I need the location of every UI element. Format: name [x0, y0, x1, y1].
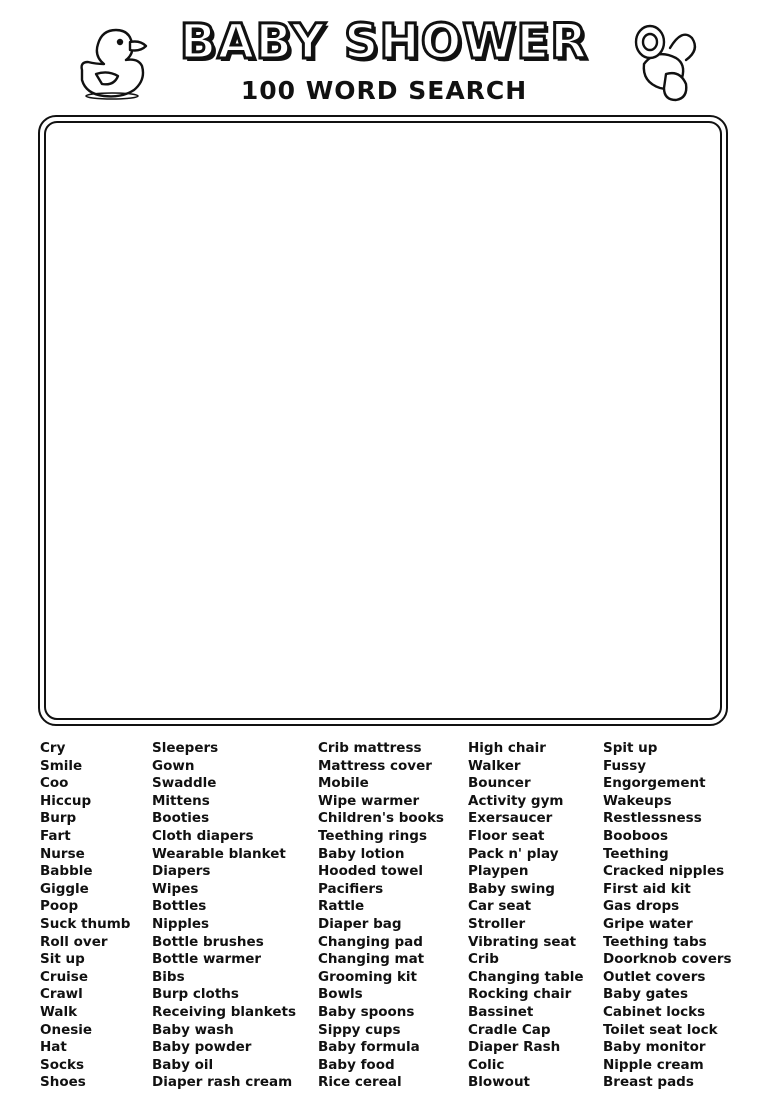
grid-row: [56, 492, 716, 509]
grid-row: [56, 596, 716, 613]
word-list-item: Receiving blankets: [152, 1003, 297, 1020]
word-list-item: Baby formula: [318, 1039, 420, 1056]
word-list-item: Grooming kit: [318, 968, 418, 985]
word-list-item: Mobile: [318, 775, 369, 792]
word-list-item: Smile: [40, 757, 83, 774]
word-list-item: Teething: [603, 845, 669, 862]
word-list-item: Sippy cups: [318, 1021, 401, 1038]
grid-row: [56, 335, 716, 352]
word-list-item: Bottle warmer: [152, 951, 262, 968]
grid-row: [56, 143, 716, 160]
grid-row: [56, 405, 716, 422]
grid-row: [56, 126, 716, 143]
header: [0, 0, 768, 112]
word-list-item: Sleepers: [152, 740, 219, 756]
word-list-item: Cracked nipples: [603, 863, 725, 880]
grid-row: [56, 178, 716, 195]
word-list-item: Changing table: [468, 968, 584, 985]
word-list-item: Walker: [468, 757, 521, 774]
word-list-item: Booties: [152, 810, 210, 827]
word-list-item: Booboos: [603, 827, 669, 844]
word-list-item: Bottles: [152, 898, 207, 915]
word-column-3: [318, 740, 444, 1092]
word-list-item: Bouncer: [468, 775, 531, 792]
grid-row: [56, 649, 716, 666]
word-list-item: Teething rings: [318, 827, 427, 844]
grid-row: [56, 300, 716, 317]
word-list-item: Bibs: [152, 968, 185, 985]
grid-row: [56, 352, 716, 369]
page-title: BABY SHOWER: [179, 14, 589, 70]
word-list-item: Activity gym: [468, 792, 564, 809]
grid-row: [56, 213, 716, 230]
word-list-item: Poop: [40, 898, 79, 915]
grid-row: [56, 283, 716, 300]
word-list-item: Giggle: [40, 880, 89, 897]
word-list-item: Shoes: [40, 1074, 86, 1091]
word-list-item: Toilet seat lock: [603, 1021, 718, 1038]
word-list-item: Socks: [40, 1056, 85, 1073]
grid-row: [56, 631, 716, 648]
word-list-item: Blowout: [468, 1074, 531, 1091]
word-column-2: [152, 740, 296, 1092]
grid-row: [56, 527, 716, 544]
word-list-item: Baby powder: [152, 1039, 252, 1056]
word-list-item: Baby lotion: [318, 845, 405, 862]
word-list-item: Wakeups: [603, 792, 672, 809]
grid-row: [56, 457, 716, 474]
grid-row: [56, 196, 716, 213]
word-list-item: Baby oil: [152, 1056, 214, 1073]
word-list-item: Roll over: [40, 933, 108, 950]
grid-row: [56, 579, 716, 596]
word-list-item: Sit up: [40, 951, 85, 968]
word-list-item: Coo: [40, 775, 69, 792]
word-list-item: Pack n' play: [468, 845, 559, 862]
word-list-item: High chair: [468, 740, 546, 756]
word-list-item: Outlet covers: [603, 968, 706, 985]
word-list-item: Exersaucer: [468, 810, 553, 827]
word-list-item: Suck thumb: [40, 915, 131, 932]
word-column-1: [40, 740, 130, 1092]
grid-row: [56, 318, 716, 335]
word-list-item: Diapers: [152, 863, 211, 880]
word-list-item: Restlessness: [603, 810, 702, 827]
word-list-item: Diaper rash cream: [152, 1074, 293, 1091]
grid-row: [56, 562, 716, 579]
word-list-item: Babble: [40, 863, 93, 880]
word-list-item: Vibrating seat: [468, 933, 577, 950]
word-list-item: Baby monitor: [603, 1039, 706, 1056]
grid-row: [56, 422, 716, 439]
word-list-item: Floor seat: [468, 827, 545, 844]
word-list-item: Playpen: [468, 863, 529, 880]
word-list-item: Changing mat: [318, 951, 425, 968]
grid-row: [56, 683, 716, 700]
word-list-item: Cabinet locks: [603, 1003, 706, 1020]
grid-row: [56, 387, 716, 404]
grid-row: [56, 248, 716, 265]
word-list-item: Cruise: [40, 968, 88, 985]
word-list-item: Hiccup: [40, 792, 92, 809]
word-list-item: Mattress cover: [318, 757, 432, 774]
word-list-item: Car seat: [468, 898, 532, 915]
word-list-item: Rocking chair: [468, 986, 572, 1003]
word-list-item: Doorknob covers: [603, 951, 732, 968]
grid-row: [56, 265, 716, 282]
word-list-item: Bassinet: [468, 1003, 534, 1020]
letter-grid: [56, 126, 716, 712]
word-list-item: Pacifiers: [318, 880, 384, 897]
word-list-item: Burp: [40, 810, 77, 827]
grid-row: [56, 161, 716, 178]
grid-row: [56, 440, 716, 457]
word-list-item: Fussy: [603, 757, 647, 774]
word-list-item: Gown: [152, 757, 195, 774]
word-list-item: Baby spoons: [318, 1003, 415, 1020]
word-column-5: [603, 740, 732, 1092]
word-list-item: First aid kit: [603, 880, 691, 897]
word-list-item: Crawl: [40, 986, 83, 1003]
word-list-item: Wipe warmer: [318, 792, 420, 809]
word-list-item: Nipple cream: [603, 1056, 704, 1073]
word-list-item: Mittens: [152, 792, 210, 809]
word-list-item: Nipples: [152, 915, 210, 932]
word-list-item: Teething tabs: [603, 933, 707, 950]
word-list-item: Cradle Cap: [468, 1021, 551, 1038]
word-list-item: Swaddle: [152, 775, 217, 792]
word-list-item: Cloth diapers: [152, 827, 254, 844]
word-list-item: Breast pads: [603, 1074, 694, 1091]
word-list-item: Stroller: [468, 915, 526, 932]
grid-row: [56, 614, 716, 631]
grid-row: [56, 231, 716, 248]
word-list-item: Gripe water: [603, 915, 693, 932]
word-list-item: Crib mattress: [318, 740, 422, 756]
word-list-item: Cry: [40, 740, 66, 756]
word-list: [0, 740, 768, 1100]
word-list-item: Baby gates: [603, 986, 688, 1003]
grid-row: [56, 666, 716, 683]
word-list-item: Bowls: [318, 986, 363, 1003]
word-list-item: Diaper Rash: [468, 1039, 561, 1056]
word-list-item: Walk: [40, 1003, 78, 1020]
word-list-item: Gas drops: [603, 898, 680, 915]
word-list-item: Hat: [40, 1039, 67, 1056]
word-list-item: Baby swing: [468, 880, 555, 897]
word-list-item: Rattle: [318, 898, 365, 915]
word-list-item: Wipes: [152, 880, 199, 897]
word-list-item: Colic: [468, 1056, 505, 1073]
grid-row: [56, 509, 716, 526]
grid-row: [56, 701, 716, 718]
word-list-item: Rice cereal: [318, 1074, 402, 1091]
word-list-item: Wearable blanket: [152, 845, 286, 862]
page-subtitle: 100 WORD SEARCH: [240, 76, 528, 105]
word-list-item: Crib: [468, 951, 499, 968]
word-list-item: Spit up: [603, 740, 658, 756]
word-list-item: Engorgement: [603, 775, 706, 792]
grid-row: [56, 474, 716, 491]
grid-row: [56, 544, 716, 561]
word-list-item: Baby food: [318, 1056, 395, 1073]
word-list-item: Burp cloths: [152, 986, 239, 1003]
word-list-item: Nurse: [40, 845, 85, 862]
word-list-item: Fart: [40, 827, 71, 844]
word-list-item: Onesie: [40, 1021, 93, 1038]
grid-row: [56, 370, 716, 387]
word-list-item: Changing pad: [318, 933, 423, 950]
word-list-item: Baby wash: [152, 1021, 234, 1038]
pacifier-icon: [626, 18, 702, 104]
grid-row: [56, 718, 716, 735]
word-list-item: Diaper bag: [318, 915, 402, 932]
word-list-item: Children's books: [318, 810, 444, 827]
word-list-item: Hooded towel: [318, 863, 424, 880]
word-list-item: Bottle brushes: [152, 933, 264, 950]
word-column-4: [468, 740, 584, 1092]
